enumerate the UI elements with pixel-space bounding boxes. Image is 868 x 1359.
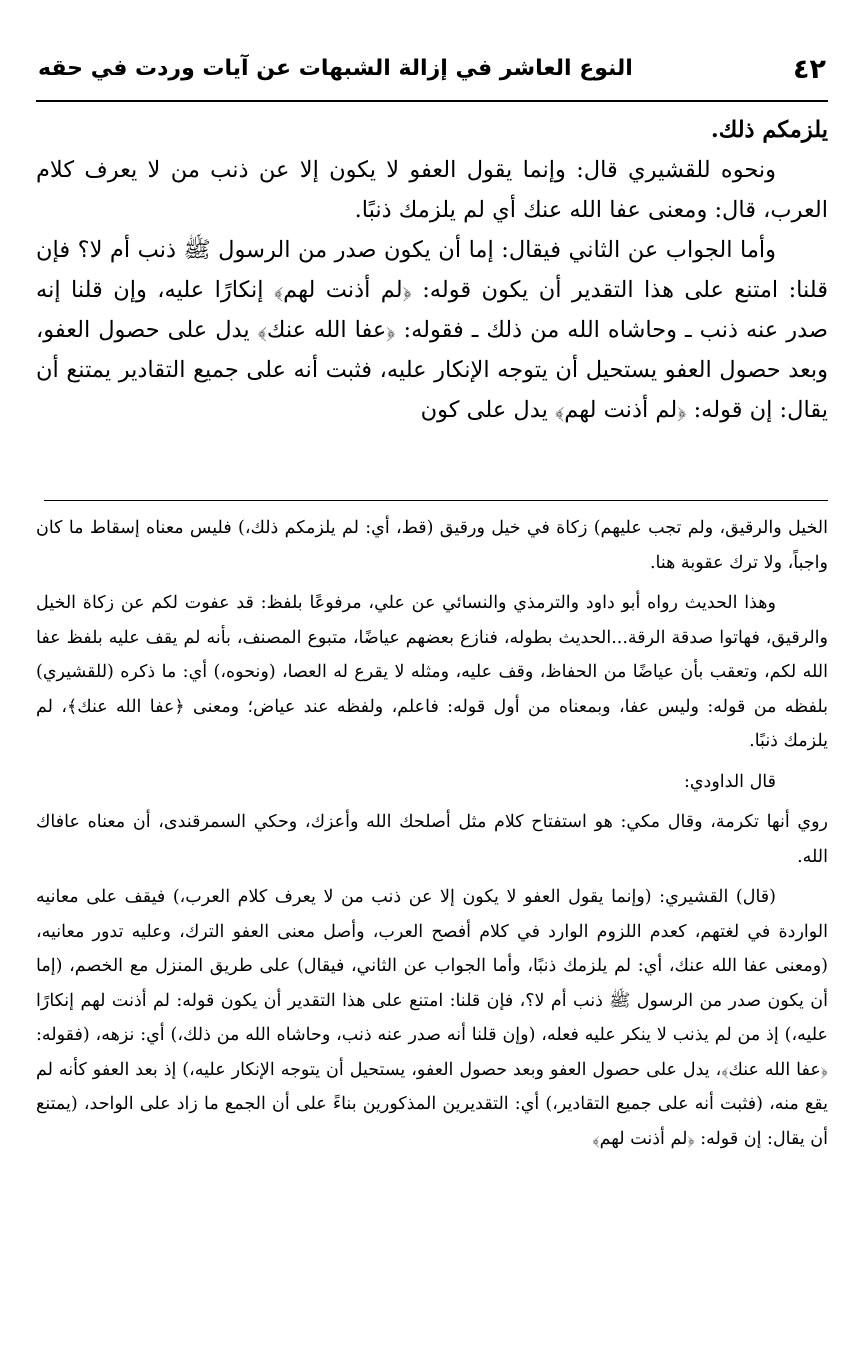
page-number: ٤٢ — [793, 54, 826, 85]
main-paragraph-3: وأما الجواب عن الثاني فيقال: إما أن يكون صدر من الرسول ﷺ ذنب أم لا؟ فإن قلنا: امتنع على هذا التقدير أن يكون قوله: ﴿لم أذنت لهم﴾ إنكارًا عليه، وإن قلنا إنه صدر عنه ذنب ـ وحاشاه الله من ذلك ـ فقوله: ﴿عفا الله عنك﴾ يدل على حصول العفو، وبعد حصول العفو يستحيل أن يتوجه الإنكار عليه، فثبت أنه على جميع التقادير يمتنع أن يقال: إن قوله: ﴿لم أذنت لهم﴾ يدل على كون — [36, 237, 828, 423]
main-paragraph-2: ونحوه للقشيري قال: وإنما يقول العفو لا يكون إلا عن ذنب من لا يعرف كلام العرب، قال: ومعنى عفا الله عنك أي لم يلزمك ذنبًا. — [36, 157, 828, 223]
footnote-divider — [44, 500, 828, 501]
commentary-paragraph-5: (قال) القشيري: (وإنما يقول العفو لا يكون إلا عن ذنب من لا يعرف كلام العرب،) فيقف على معانيه الواردة في لغتهم، كعدم اللزوم الوارد في كلام أفصح العرب، وأصل معنى العفو الترك، وعليه تدور معانيه، (ومعنى عفا الله عنك، أي: لم يلزمك ذنبًا، وأما الجواب عن الثاني، فيقال) على طريق المنزل مع الخصم، (إما أن يكون صدر من الرسول ﷺ ذنب أم لا؟، فإن قلنا: امتنع على هذا التقدير أن يكون قوله: لم أذنت لهم إنكارًا عليه،) إذ من لم يذنب لا ينكر عليه فعله، (وإن قلنا أنه صدر عنه ذنب، وحاشاه الله من ذلك،) أي: نزهه، (فقوله: ﴿عفا الله عنك﴾، يدل على حصول العفو وبعد حصول العفو، يستحيل أن يتوجه الإنكار عليه،) إذ بعد العفو كأنه لم يقع منه، (فثبت أنه على جميع التقادير،) أي: التقديرين المذكورين بناءً على أن الجمع ما زاد على الواحد، (يمتنع أن يقال: إن قوله: ﴿لم أذنت لهم﴾ — [36, 887, 828, 1149]
commentary-paragraph-4: روي أنها تكرمة، وقال مكي: هو استفتاح كلام مثل أصلحك الله وأعزك، وحكي السمرقندى، أن معناه عافاك الله. — [36, 812, 828, 867]
commentary-text — [36, 511, 828, 1162]
commentary-paragraph-3: قال الداودي: — [683, 771, 776, 792]
commentary-paragraph-2: وهذا الحديث رواه أبو داود والترمذي والنسائي عن علي، مرفوعًا بلفظ: قد عفوت لكم عن زكاة الخيل والرقيق، فهاتوا صدقة الرقة...الحديث بطوله، فنازع بعضهم عياضًا، متبوع المصنف، بأنه لم يقف عليه بلفظ عفا الله لكم، وتعقب بأن عياضًا من الحفاظ، وقف عليه، ومثله لا يقرع له العصا، (ونحوه،) أي: ما ذكره (للقشيري) بلفظه من قوله: وليس عفا، وبمعناه من أول قوله: فاعلم، ولفظه عند عياض؛ ومعنى ﴿عفا الله عنك﴾، لم يلزمك ذنبًا. — [36, 593, 828, 751]
main-text — [36, 110, 828, 430]
running-title: النوع العاشر في إزالة الشبهات عن آيات وردت في حقه — [38, 56, 633, 81]
commentary-paragraph-1: الخيل والرقيق، ولم تجب عليهم) زكاة في خيل ورقيق (قط، أي: لم يلزمكم ذلك،) فليس معناه إسقاط ما كان واجباً، ولا ترك عقوبة هنا. — [36, 518, 828, 573]
page-header — [36, 54, 828, 102]
main-paragraph-1: يلزمكم ذلك. — [710, 117, 828, 143]
